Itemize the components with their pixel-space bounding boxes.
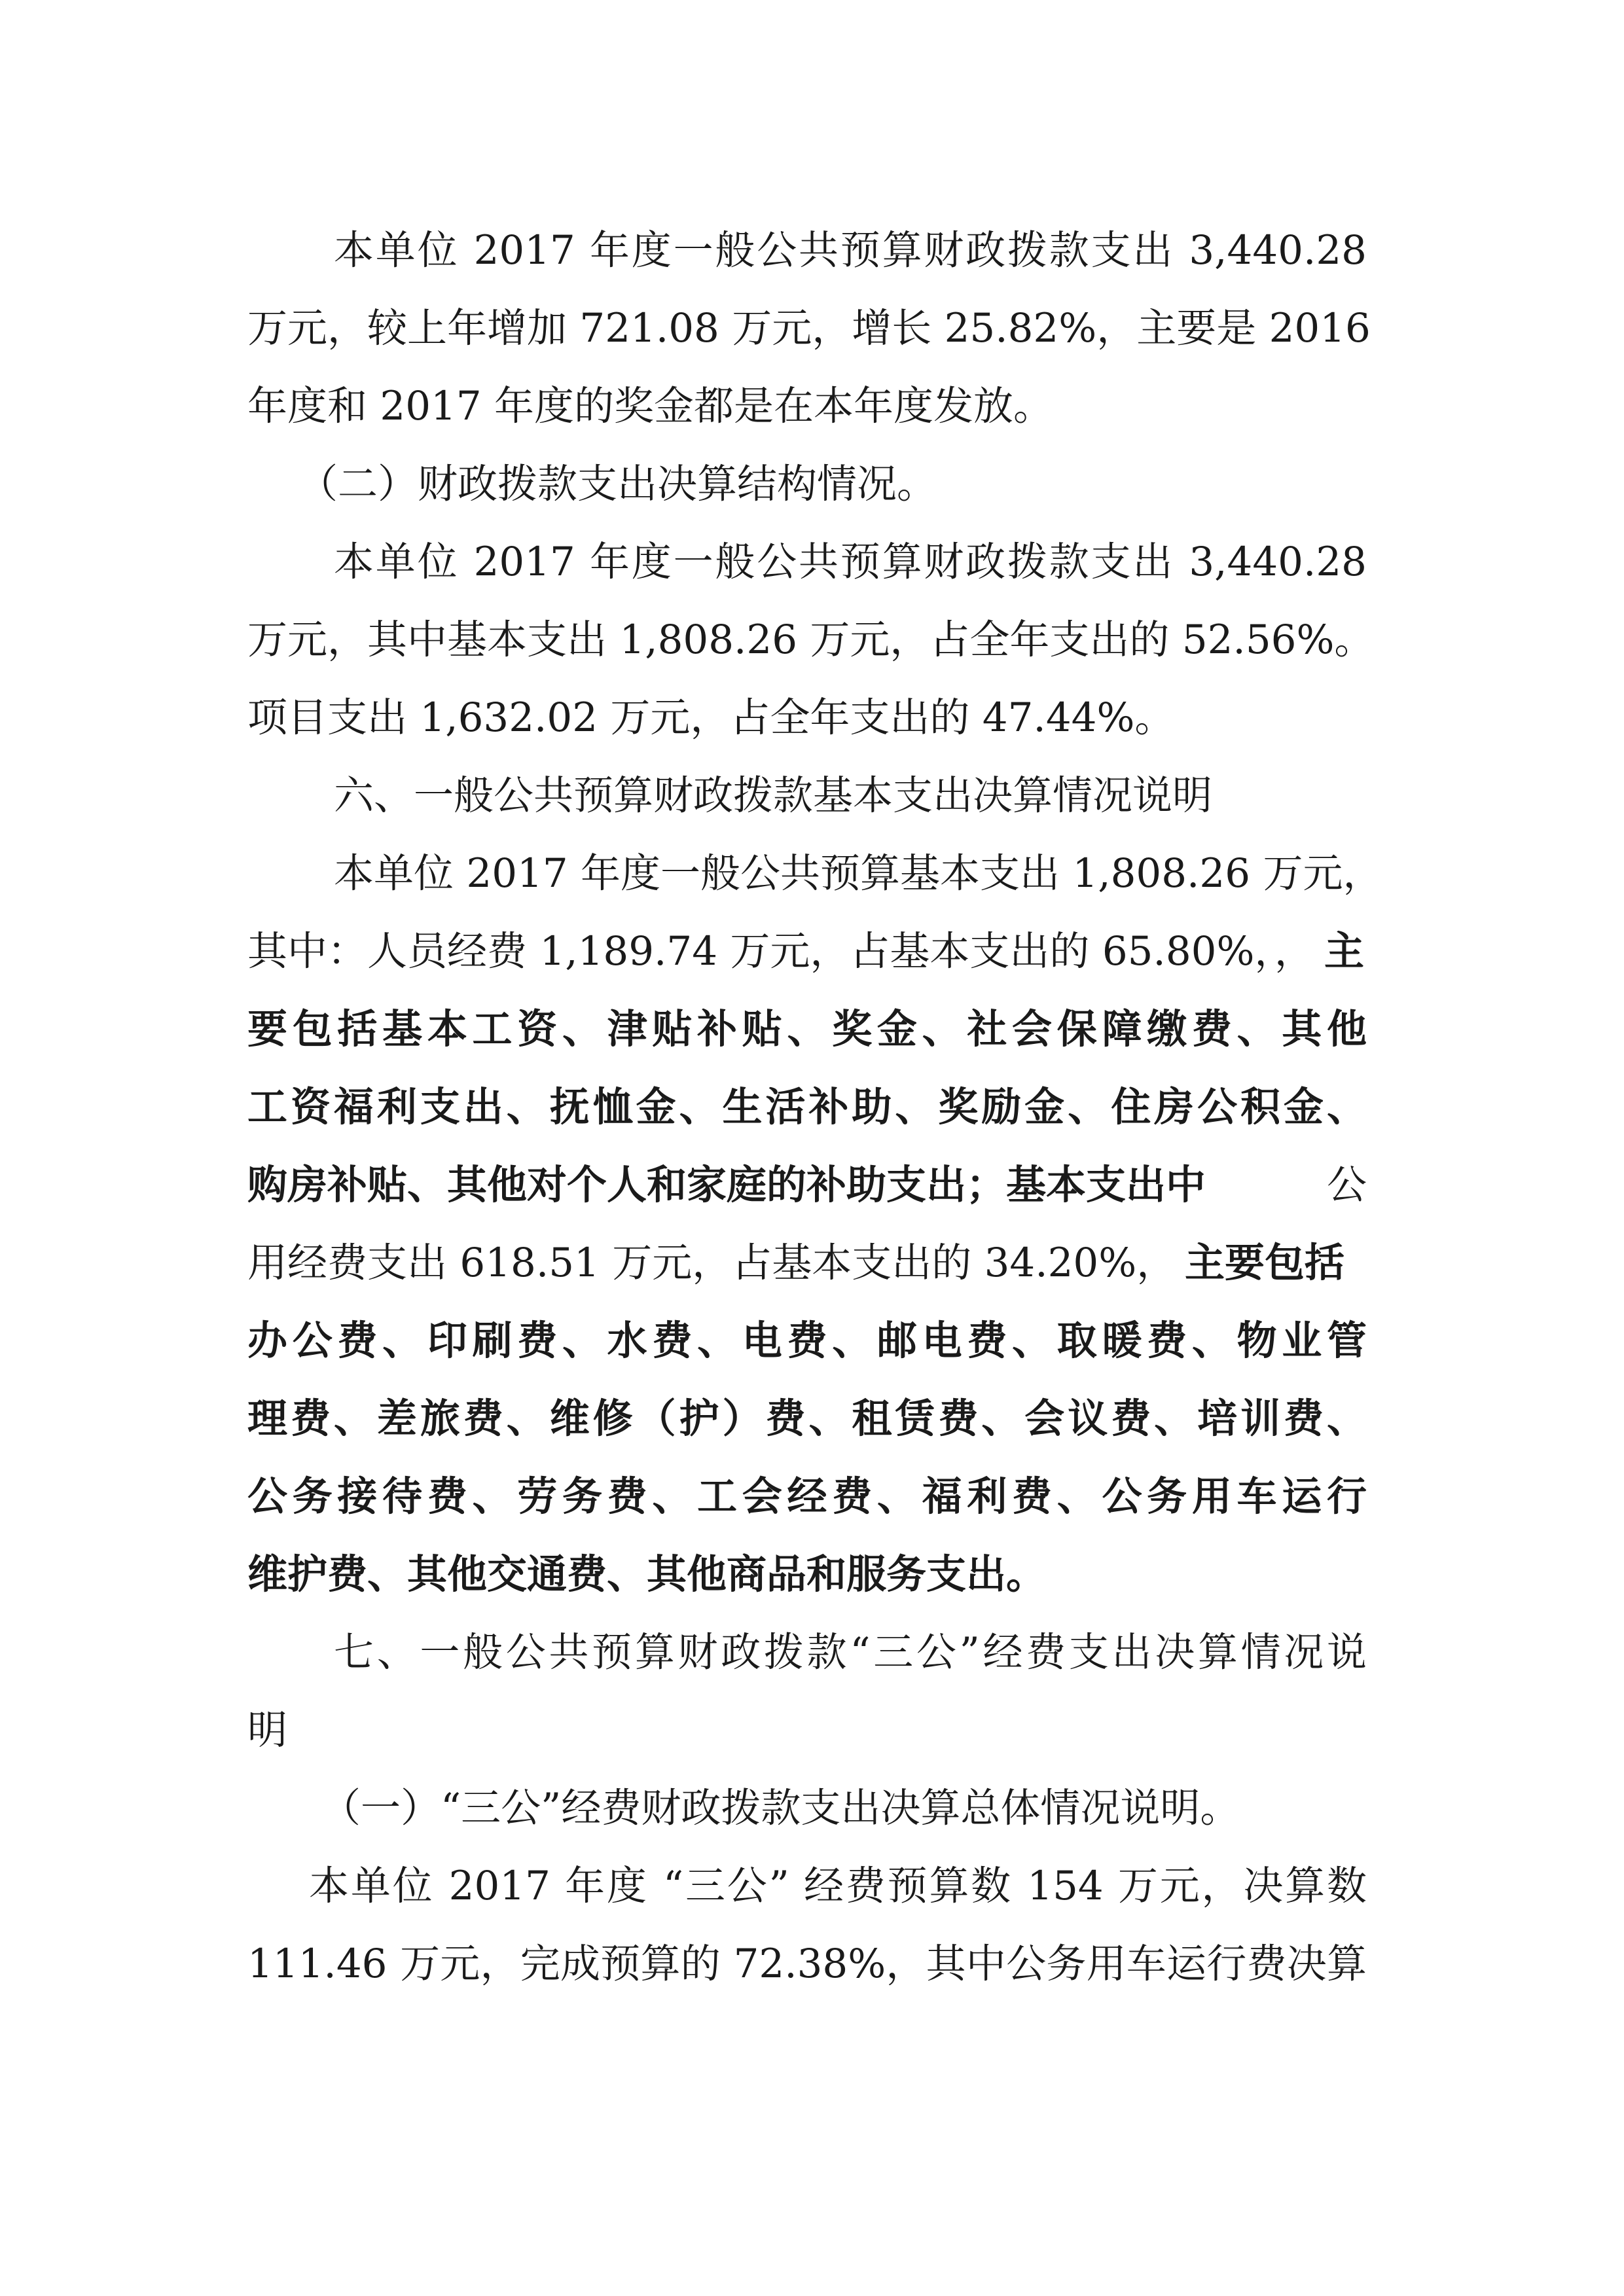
paragraph-line: 111.46 万元，完成预算的 72.38%，其中公务用车运行费决算: [247, 1941, 1367, 1987]
paragraph-line: 用经费支出 618.51 万元，占基本支出的 34.20%，: [247, 1240, 1177, 1286]
paragraph-line: 本单位 2017 年度一般公共预算财政拨款支出 3,440.28: [334, 227, 1367, 274]
paragraph-line: 主: [1324, 928, 1365, 975]
paragraph-line: 项目支出 1,632.02 万元，占全年支出的 47.44%。: [247, 694, 1175, 741]
paragraph-line: 要包括基本工资、津贴补贴、奖金、社会保障缴费、其他: [247, 1006, 1367, 1052]
paragraph-line: 购房补贴、其他对个人和家庭的补助支出；基本支出中: [247, 1162, 1206, 1208]
paragraph-line: 办公费、印刷费、水费、电费、邮电费、取暖费、物业管: [247, 1318, 1367, 1364]
paragraph-line: 本单位 2017 年度 “三公” 经费预算数 154 万元，决算数: [309, 1863, 1367, 1909]
section-heading: 六、一般公共预算财政拨款基本支出决算情况说明: [334, 772, 1213, 819]
paragraph-line: 其中：人员经费 1,189.74 万元，占基本支出的 65.80%，，: [247, 928, 1314, 975]
section-heading: （二）财政拨款支出决算结构情况。: [298, 461, 937, 507]
subsection-heading: （一）“三公”经费财政拨款支出决算总体情况说明。: [321, 1785, 1240, 1831]
paragraph-line: 主要包括: [1185, 1240, 1345, 1286]
paragraph-line: 本单位 2017 年度一般公共预算财政拨款支出 3,440.28: [334, 539, 1367, 585]
section-heading: 七、一般公共预算财政拨款“三公”经费支出决算情况说: [334, 1629, 1367, 1676]
paragraph-line: 年度和 2017 年度的奖金都是在本年度发放。: [247, 383, 1054, 429]
paragraph-line: 工资福利支出、抚恤金、生活补助、奖励金、住房公积金、: [247, 1084, 1367, 1130]
paragraph-line: 维护费、其他交通费、其他商品和服务支出。: [247, 1551, 1047, 1598]
paragraph-line: 公: [1327, 1162, 1367, 1208]
paragraph-line: 理费、差旅费、维修（护）费、租赁费、会议费、培训费、: [247, 1395, 1367, 1442]
paragraph-line: 本单位 2017 年度一般公共预算基本支出 1,808.26 万元，: [334, 850, 1383, 897]
paragraph-line: 万元，较上年增加 721.08 万元，增长 25.82%，主要是 2016: [247, 305, 1371, 351]
paragraph-line: 公务接待费、劳务费、工会经费、福利费、公务用车运行: [247, 1473, 1367, 1520]
paragraph-line: 万元，其中基本支出 1,808.26 万元，占全年支出的 52.56%。: [247, 617, 1375, 663]
section-heading: 明: [247, 1707, 288, 1753]
